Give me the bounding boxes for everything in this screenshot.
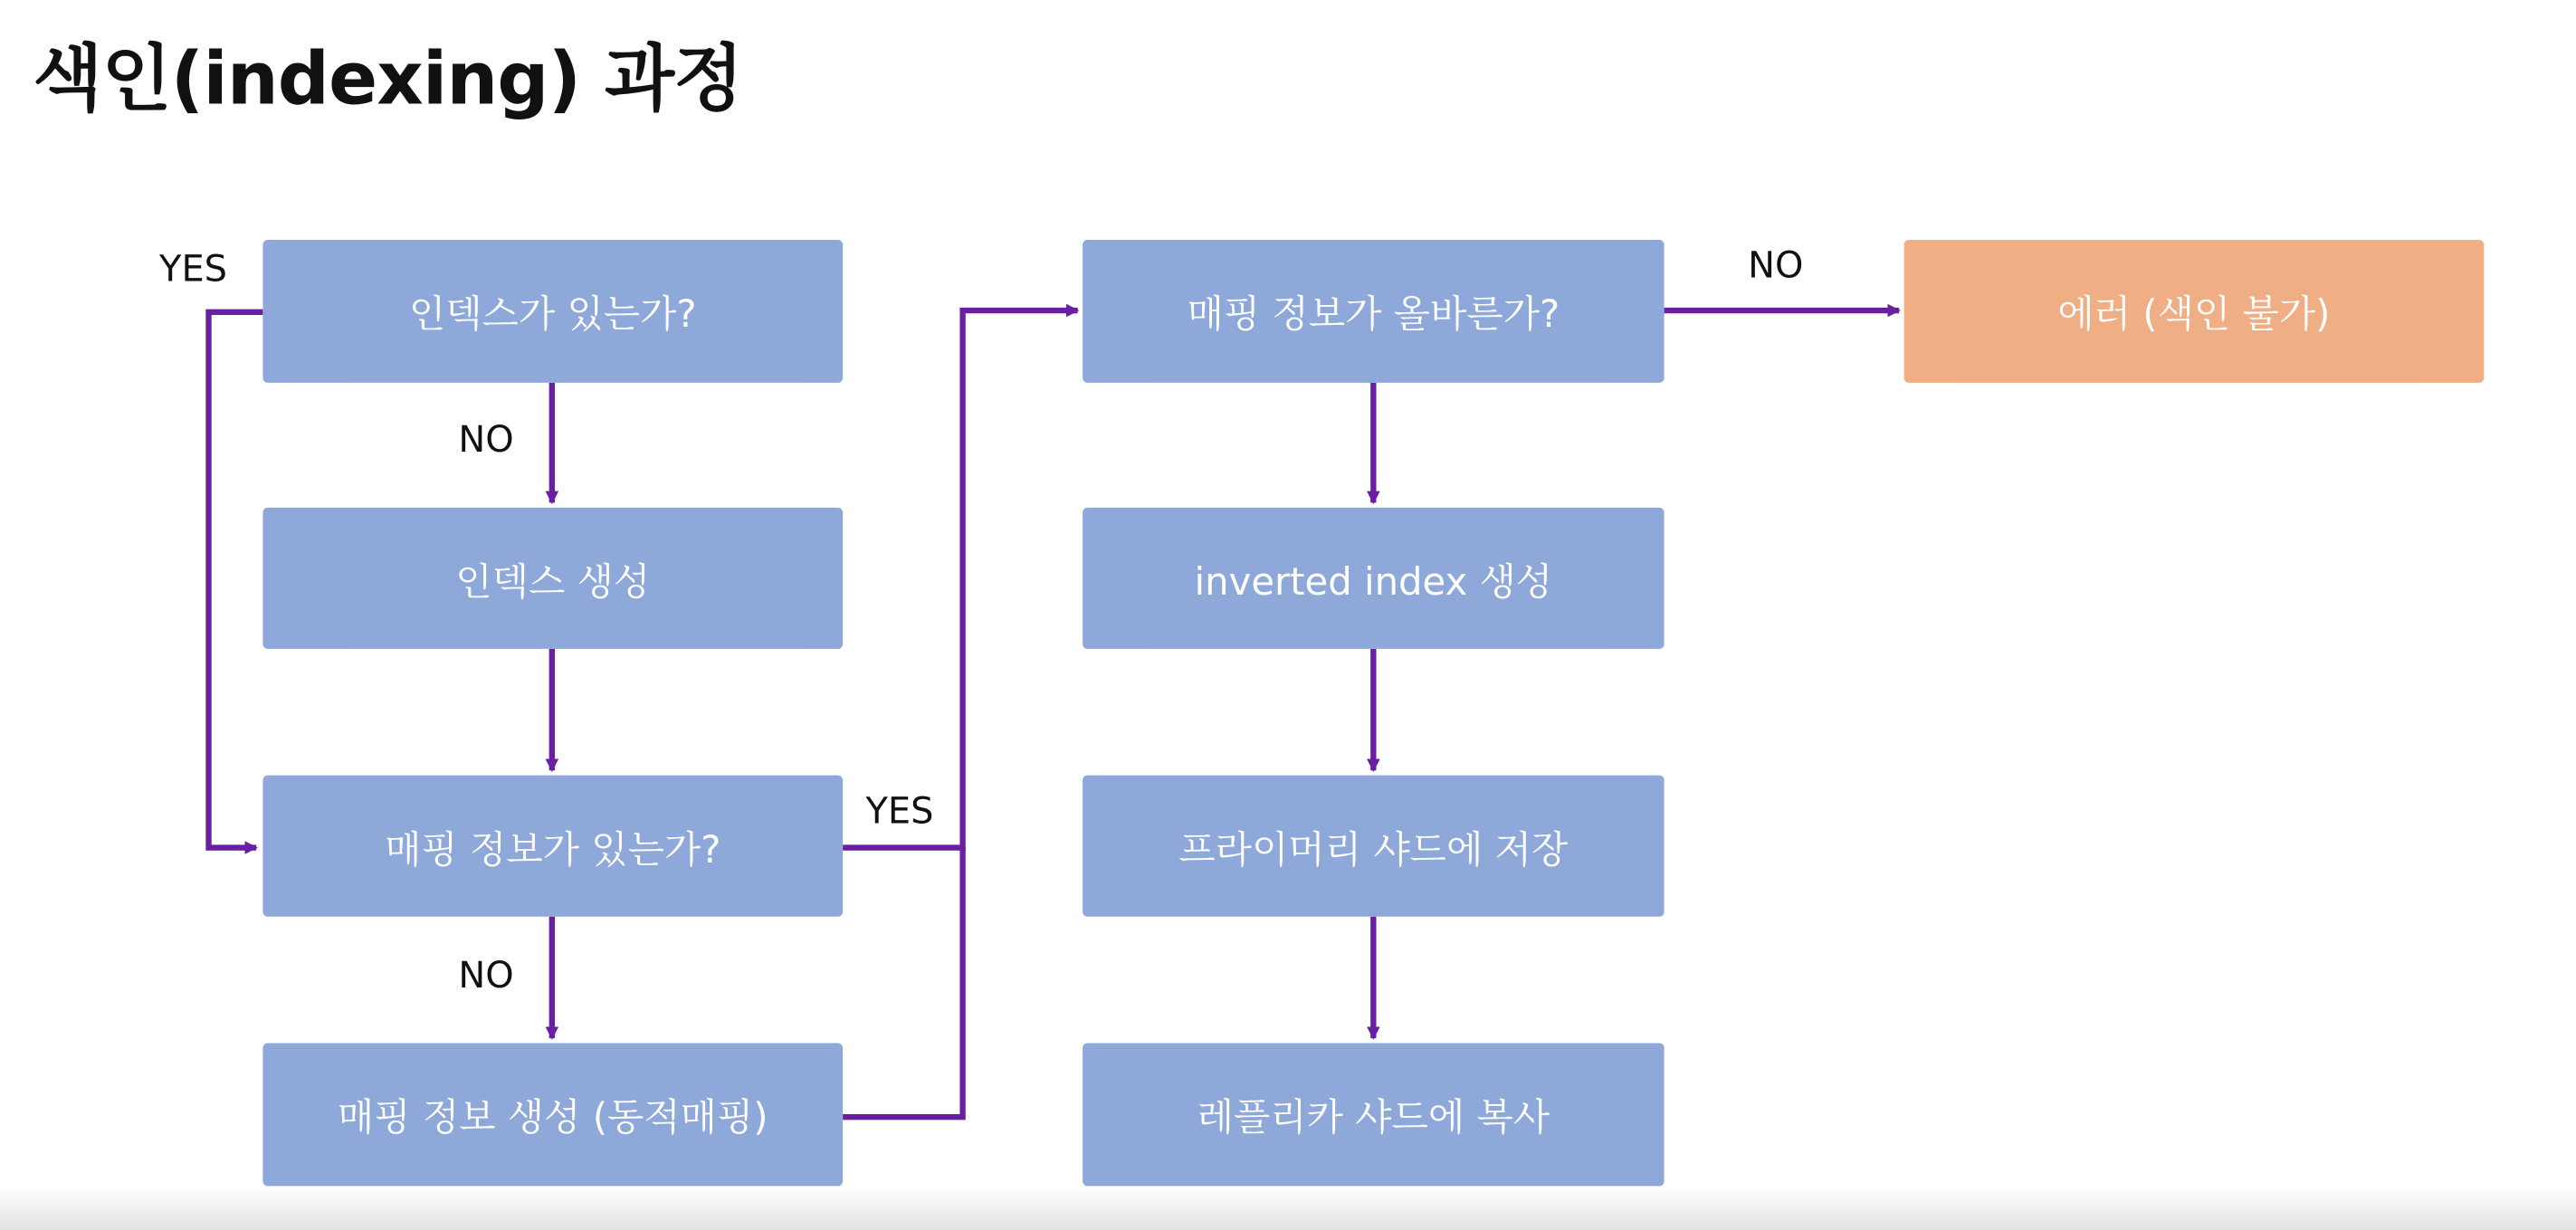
node-index-exists — [262, 240, 843, 383]
label-index-exists-no: NO — [458, 420, 514, 462]
node-mapping-exists — [262, 776, 843, 917]
node-label: 매핑 정보가 있는가? — [385, 828, 721, 872]
node-label: 인덱스가 있는가? — [408, 293, 697, 338]
node-copy-replica — [1083, 1044, 1665, 1187]
node-label: 매핑 정보가 올바른가? — [1187, 293, 1560, 338]
arrow-create-mapping-to-valid — [843, 848, 962, 1118]
node-mapping-valid — [1083, 240, 1665, 383]
page-title: 색인(indexing) 과정 — [33, 37, 743, 122]
label-mapping-exists-no: NO — [458, 956, 514, 997]
node-label: 레플리카 샤드에 복사 — [1197, 1097, 1550, 1140]
label-mapping-valid-no: NO — [1748, 246, 1804, 288]
node-create-index — [262, 508, 843, 649]
node-label: 에러 (색인 불가) — [2057, 293, 2331, 338]
arrow-mapping-exists-yes — [843, 310, 1078, 848]
label-mapping-exists-yes: YES — [865, 791, 934, 834]
arrow-index-exists-yes — [209, 312, 263, 848]
node-create-mapping — [262, 1044, 843, 1187]
label-index-exists-yes: YES — [159, 249, 228, 291]
bottom-shadow — [0, 1186, 2576, 1230]
node-inverted-index — [1083, 508, 1665, 649]
node-label: 프라이머리 샤드에 저장 — [1178, 828, 1569, 872]
node-error — [1904, 240, 2485, 383]
node-label: 매핑 정보 생성 (동적매핑) — [337, 1097, 768, 1140]
node-label: 인덱스 생성 — [455, 560, 651, 605]
node-label: inverted index 생성 — [1194, 560, 1553, 605]
node-save-primary — [1083, 776, 1665, 917]
